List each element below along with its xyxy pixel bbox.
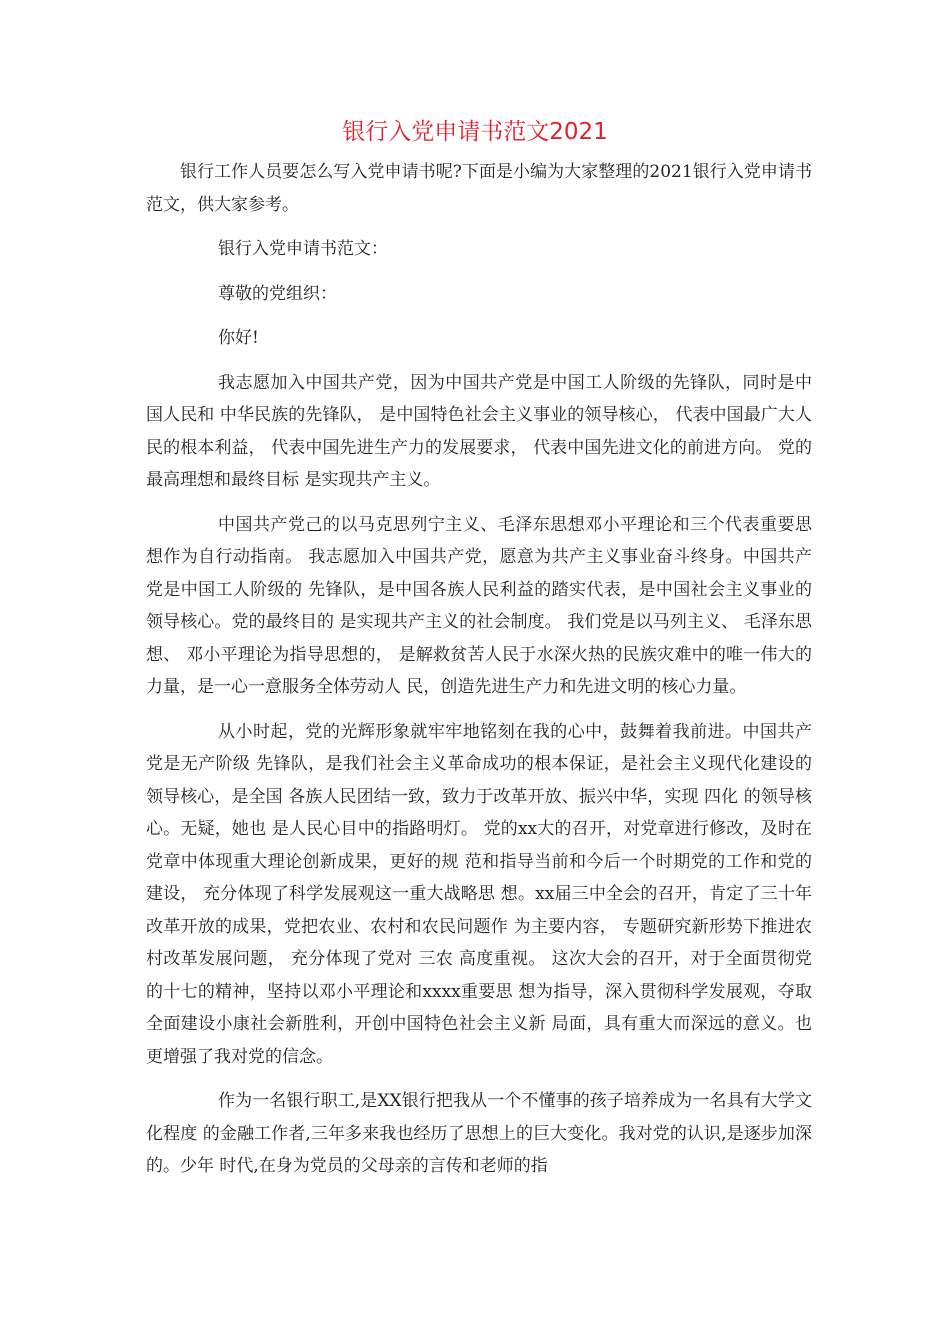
- greeting: 你好!: [218, 328, 259, 348]
- body-paragraph: 从小时起，党的光辉形象就牢牢地铭刻在我的心中，鼓舞着我前进。中国共产党是无产阶级 先锋队，是我们社会主义革命成功的根本保证，是社会主义现代化建设的领导核心，是全国 各族人民团结一致，致力于改革开放、振兴中华，实现 四化 的领导核心。无疑，她也 是人民心目中的指路明灯。 党的xx大的召开，对党章进行修改，及时在党章中体现重大理论创新成果，更好的规 范和指导当前和今后一个时期党的工作和党的建设， 充分体现了科学发展观这一重大战略思 想。xx届三中全会的召开，肯定了三十年改革开放的成果，党把农业、农村和农民问题作 为主要内容， 专题研究新形势下推进农村改革发展问题， 充分体现了党对 三农 高度重视。 这次大会的召开，对于全面贯彻党的十七的精神，坚持以邓小平理论和xxxx重要思 想为指导，深入贯彻科学发展观，夺取全面建设小康社会新胜利，开创中国特色社会主义新 局面，具有重大而深远的意义。也更增强了我对党的信念。: [146, 721, 812, 1067]
- intro-paragraph: 银行工作人员要怎么写入党申请书呢?下面是小编为大家整理的2021银行入党申请书范文，供大家参考。: [146, 162, 812, 215]
- body-paragraph: 作为一名银行职工,是XX银行把我从一个不懂事的孩子培养成为一名具有大学文化程度 的金融工作者,三年多来我也经历了思想上的巨大变化。我对党的认识,是逐步加深的。少年 时代,在身为党员的父母亲的言传和老师的指: [146, 1091, 812, 1176]
- document-title: 银行入党申请书范文2021: [342, 119, 608, 145]
- subheading: 银行入党申请书范文：: [218, 239, 388, 259]
- salutation: 尊敬的党组织：: [218, 283, 337, 304]
- body-paragraph: 我志愿加入中国共产党，因为中国共产党是中国工人阶级的先锋队，同时是中国人民和 中华民族的先锋队， 是中国特色社会主义事业的领导核心， 代表中国最广大人民的根本利益， 代表中国先进生产力的发展要求， 代表中国先进文化的前进方向。 党的最高理想和最终目标 是实现共产主义。: [146, 372, 812, 490]
- document-body: [146, 156, 812, 1195]
- body-paragraph: 中国共产党己的以马克思列宁主义、毛泽东思想邓小平理论和三个代表重要思想作为自行动指南。 我志愿加入中国共产党，愿意为共产主义事业奋斗终身。中国共产党是中国工人阶级的 先锋队，是中国各族人民利益的踏实代表，是中国社会主义事业的领导核心。党的最终目的 是实现共产主义的社会制度。 我们党是以马列主义、 毛泽东思想、 邓小平理论为指导思想的， 是解救贫苦人民于水深火热的民族灾难中的唯一伟大的力量，是一心一意服务全体劳动人 民，创造先进生产力和先进文明的核心力量。: [146, 514, 812, 697]
